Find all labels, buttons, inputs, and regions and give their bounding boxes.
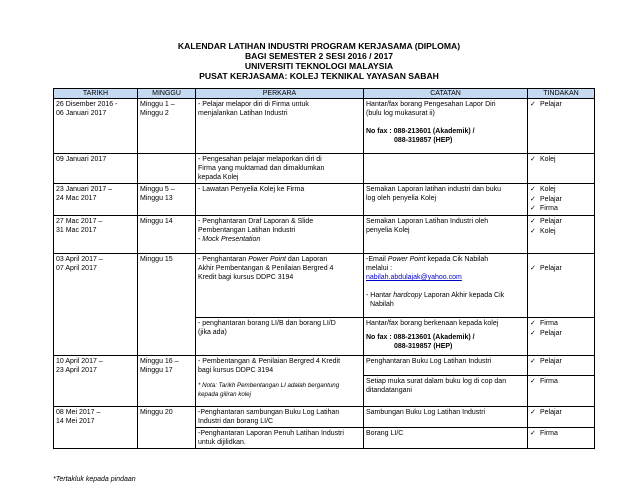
date-cell: 26 Disember 2016 - 06 Januari 2017 [54,99,138,154]
action-item: ✓ Pelajar [530,265,562,273]
note-cell: Penghantaran Buku Log Latihan Industri [364,356,528,376]
action-item: ✓ Kolej [530,186,556,194]
action-item: ✓ Firma [530,378,558,386]
date-cell: 08 Mei 2017 – 14 Mei 2017 [54,407,138,449]
check-icon: ✓ [530,329,536,337]
note-cell: Hantar/fax borang Pengesahan Lapor Diri (bulu log mukasurat ii) No fax : 088-213601 (Akademik) / 088-319857 (HEP) [364,99,528,154]
action-item: ✓ Kolej [530,227,556,235]
week-cell: Minggu 1 – Minggu 2 [138,99,196,154]
email-link[interactable]: nabilah.abdulajak@yahoo.com [366,274,462,282]
week-cell: Minggu 16 – Minggu 17 [138,356,196,407]
check-icon: ✓ [530,186,536,194]
date-cell: 27 Mac 2017 – 31 Mac 2017 [54,216,138,254]
action-item: ✓ Pelajar [530,358,562,366]
check-icon: ✓ [530,227,536,235]
col-header-tindakan: TINDAKAN [528,89,595,99]
week-cell: Minggu 5 – Minggu 13 [138,184,196,216]
action-cell [528,376,595,407]
table-row [54,184,595,216]
header-title: KALENDAR LATIHAN INDUSTRI PROGRAM KERJASAMA (DIPLOMA) [177,41,461,51]
table-row [54,407,595,428]
action-cell [528,254,595,318]
note-cell: -Email Power Point kepada Cik Nabilah melalui : nabilah.abdulajak@yahoo.com - Hantar hardcopy Laporan Akhir kepada Cik Nabilah [364,254,528,318]
note-cell: Hantar/fax borang berkenaan kepada kolej No fax : 088-213601 (Akademik) / 088-319857 (HEP) [364,318,528,356]
action-cell [528,184,595,216]
check-icon: ✓ [530,205,536,213]
date-cell: 09 Januari 2017 [54,154,138,184]
table-row [54,216,595,254]
document-header [0,42,638,82]
check-icon: ✓ [530,409,536,417]
header-university: UNIVERSITI TEKNOLOGI MALAYSIA [244,60,394,71]
action-cell [528,356,595,376]
check-icon: ✓ [530,195,536,203]
item-cell: - Pelajar melapor diri di Firma untuk menjalankan Latihan Industri [196,99,364,154]
item-cell: - Lawatan Penyelia Kolej ke Firma [196,184,364,216]
note-cell: Semakan Laporan latihan industri dan buku log oleh penyelia Kolej [364,184,528,216]
action-cell [528,318,595,356]
week-cell: Minggu 14 [138,216,196,254]
table-row [54,99,595,154]
col-header-catatan: CATATAN [364,89,528,99]
item-cell: -Penghantaran sambungan Buku Log Latihan Industri dan borang LI/C [196,407,364,428]
action-cell [528,216,595,254]
week-cell: Minggu 15 [138,254,196,356]
item-cell: - Penghantaran Draf Laporan & Slide Pembentangan Latihan Industri - Mock Presentation [196,216,364,254]
note-cell [364,154,528,184]
date-cell: 23 Januari 2017 – 24 Mac 2017 [54,184,138,216]
item-cell: - Penghantaran Power Point dan Laporan Akhir Pembentangan & Penilaian Bergred 4 Kredit bagi kursus DDPC 3194 [196,254,364,318]
date-cell: 10 April 2017 – 23 April 2017 [54,356,138,407]
action-item: ✓ Kolej [530,156,556,163]
fax-number: No fax : 088-213601 (Akademik) / [366,334,475,342]
action-item: ✓ Pelajar [530,195,562,203]
fax-number-hep: 088-319857 (HEP) [394,137,453,145]
action-item: ✓ Pelajar [530,409,562,417]
action-item: ✓ Pelajar [530,218,562,226]
action-cell [528,99,595,154]
action-item: ✓ Firma [530,320,558,328]
calendar-table [53,88,595,449]
item-cell: - Pembentangan & Penilaian Bergred 4 Kredit bagi kursus DDPC 3194 * Nota: Tarikh Pembentangan LI adalah bergantung kepada giliran kolej [196,356,364,407]
col-header-perkara: PERKARA [196,89,364,99]
note-cell: Semakan Laporan Latihan Industri oleh penyelia Kolej [364,216,528,254]
header-semester: BAGI SEMESTER 2 SESI 2016 / 2017 [244,50,394,61]
col-header-minggu: MINGGU [138,89,196,99]
table-row [54,356,595,376]
note-cell: Setiap muka surat dalam buku log di cop dan ditandatangani [364,376,528,407]
table-row [54,254,595,318]
check-icon: ✓ [530,320,536,328]
item-cell: -Penghantaran Laporan Penuh Latihan Industri untuk dijilidkan. [196,428,364,449]
header-partner: PUSAT KERJASAMA: KOLEJ TEKNIKAL YAYASAN SABAH [199,70,439,81]
week-cell [138,154,196,184]
table-row [54,154,595,184]
fax-number-hep: 088-319857 (HEP) [394,343,453,351]
action-cell [528,407,595,428]
footnote: *Tertakluk kepada pindaan [53,476,136,483]
check-icon: ✓ [530,430,536,438]
check-icon: ✓ [530,101,536,108]
date-cell: 03 April 2017 – 07 April 2017 [54,254,138,356]
check-icon: ✓ [530,156,536,163]
check-icon: ✓ [530,358,536,366]
action-cell [528,154,595,184]
item-cell: - Pengesahan pelajar melaporkan diri di Firma yang muktamad dan dimaklumkan kepada Kolej [196,154,364,184]
action-cell [528,428,595,449]
col-header-tarikh: TARIKH [54,89,138,99]
check-icon: ✓ [530,378,536,386]
note-cell: Borang LI/C [364,428,528,449]
check-icon: ✓ [530,218,536,226]
fax-number: No fax : 088-213601 (Akademik) / [366,128,475,136]
check-icon: ✓ [530,265,536,273]
action-item: ✓ Pelajar [530,101,562,108]
note-cell: Sambungan Buku Log Latihan Industri [364,407,528,428]
action-item: ✓ Firma [530,205,558,213]
item-cell: - penghantaran borang LI/B dan borang LI/D (jika ada) [196,318,364,356]
week-cell: Minggu 20 [138,407,196,449]
table-header-row [54,89,595,99]
action-item: ✓ Firma [530,430,558,438]
action-item: ✓ Pelajar [530,329,562,337]
